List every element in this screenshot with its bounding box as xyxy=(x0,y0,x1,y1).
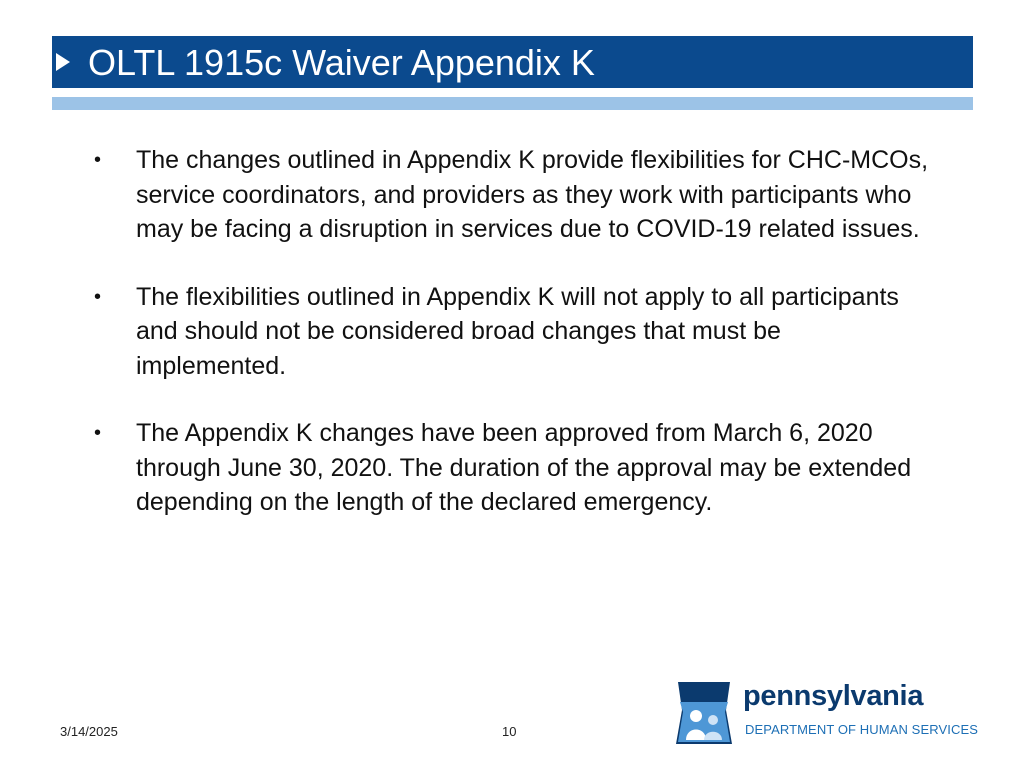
logo-department: DEPARTMENT OF HUMAN SERVICES xyxy=(745,722,978,737)
title-arrow-icon xyxy=(56,53,70,71)
bullet-marker: • xyxy=(94,285,102,308)
logo-name: pennsylvania xyxy=(743,680,924,712)
bullet-list xyxy=(94,143,934,553)
bullet-marker: • xyxy=(94,422,102,444)
bullet-text: The flexibilities outlined in Appendix K will not apply to all participants and should not be considered broad changes that must be implemented. xyxy=(136,282,899,380)
bullet-text: The Appendix K changes have been approved from March 6, 2020 through June 30, 2020. The duration of the approval may be extended depending on the length of the declared emergency. xyxy=(136,419,912,516)
title-bar xyxy=(52,36,973,88)
bullet-item xyxy=(94,416,934,520)
footer-date: 3/14/2025 xyxy=(60,724,118,739)
bullet-item xyxy=(94,280,934,384)
keystone-family-icon xyxy=(672,680,736,746)
title-underline xyxy=(52,97,973,110)
bullet-marker: • xyxy=(94,149,102,171)
slide-title: OLTL 1915c Waiver Appendix K xyxy=(88,42,595,83)
bullet-item xyxy=(94,143,934,247)
pa-dhs-logo xyxy=(672,680,982,746)
page-number: 10 xyxy=(502,724,517,739)
bullet-text: The changes outlined in Appendix K provide flexibilities for CHC-MCOs, service coordinators, and providers as they work with participants who may be facing a disruption in services due to COVID-19 related issues. xyxy=(136,146,929,243)
